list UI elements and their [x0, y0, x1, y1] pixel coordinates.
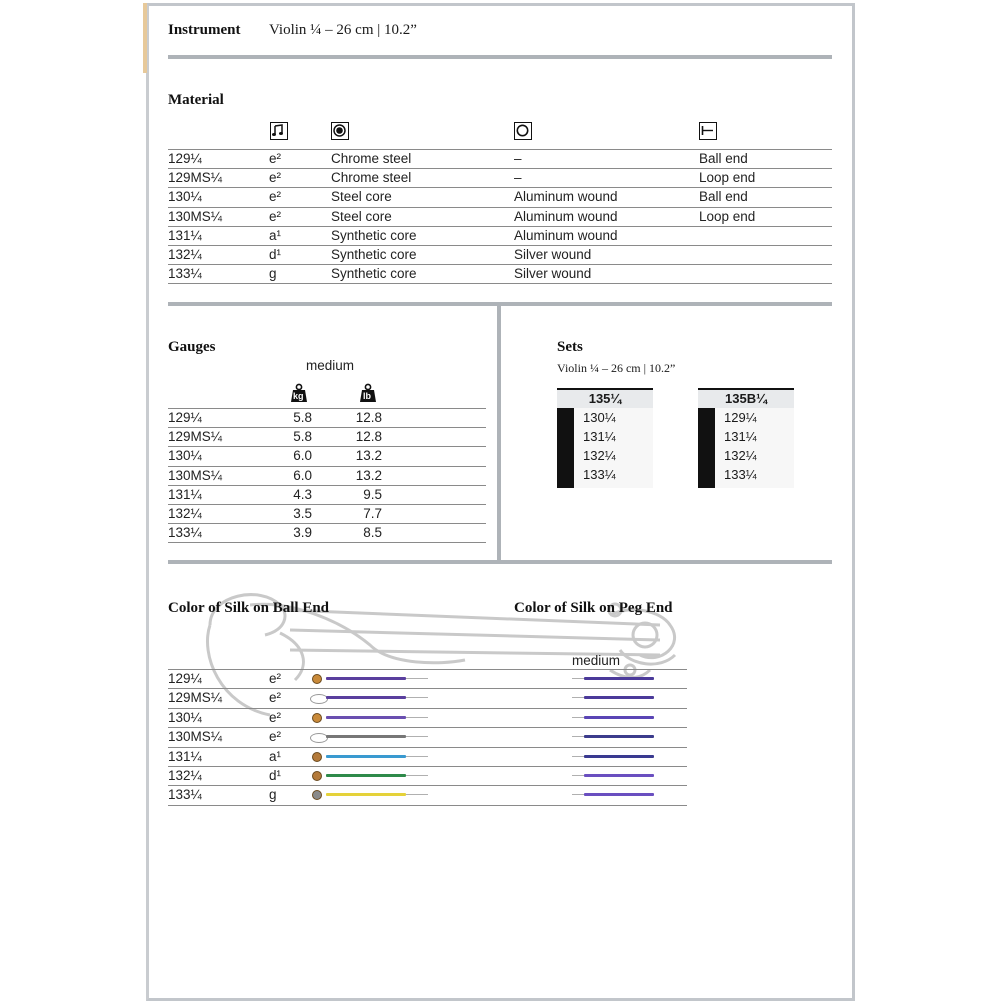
sets-subtitle: Violin ¼ – 26 cm | 10.2” — [557, 361, 676, 375]
gauge-code: 129MS¼ — [168, 429, 223, 445]
row-separator — [168, 727, 687, 728]
instrument-label: Instrument — [168, 22, 241, 38]
material-code: 129¼ — [168, 151, 202, 166]
material-end: Ball end — [699, 151, 748, 166]
lb-unit-label: lb — [363, 391, 371, 401]
gauge-kg: 3.5 — [293, 506, 312, 521]
row-separator — [168, 427, 486, 428]
lb-weight-icon — [359, 383, 377, 403]
divider — [168, 55, 832, 59]
gauge-kg: 6.0 — [293, 448, 312, 464]
material-note: e² — [269, 170, 282, 186]
set-item: 130¼ — [583, 410, 616, 425]
string-wire — [406, 697, 428, 698]
gauge-code: 129¼ — [168, 410, 202, 425]
silk-code: 130¼ — [168, 709, 202, 725]
material-core: Steel core — [331, 208, 392, 224]
ball-end-string — [308, 788, 430, 802]
material-winding: – — [514, 170, 522, 186]
peg-silk — [584, 755, 654, 758]
silk-note: e² — [269, 671, 282, 686]
row-separator — [168, 688, 687, 689]
gauge-code: 130MS¼ — [168, 467, 223, 483]
instrument-value: Violin ¼ – 26 cm | 10.2” — [269, 22, 417, 38]
ball-end — [312, 674, 322, 684]
row-separator — [168, 766, 687, 767]
material-winding: Silver wound — [514, 266, 592, 282]
material-note: a¹ — [269, 227, 282, 243]
kg-unit-label: kg — [293, 391, 304, 401]
peg-end-string — [572, 788, 656, 802]
ball-silk — [326, 793, 406, 796]
ball-end — [312, 713, 322, 723]
gauge-kg: 5.8 — [293, 410, 312, 425]
peg-silk — [584, 716, 654, 719]
peg-end-string — [572, 769, 656, 783]
peg-end-string — [572, 711, 656, 725]
peg-silk — [584, 677, 654, 680]
row-separator — [168, 523, 486, 524]
set-item: 131¼ — [583, 429, 616, 444]
gauge-lb: 9.5 — [363, 486, 382, 502]
winding-icon — [514, 122, 532, 140]
string-wire — [406, 756, 428, 757]
gauge-lb: 12.8 — [355, 429, 382, 445]
peg-silk — [584, 696, 654, 699]
material-code: 132¼ — [168, 247, 202, 262]
row-separator — [168, 446, 486, 447]
set-item: 132¼ — [583, 448, 616, 463]
material-note: d¹ — [269, 247, 282, 262]
silk-note: e² — [269, 690, 282, 706]
set-item: 129¼ — [724, 410, 757, 425]
silk-note: g — [269, 787, 277, 803]
ball-silk — [326, 696, 406, 699]
row-separator — [168, 226, 832, 227]
ball-end-string — [308, 750, 430, 764]
peg-silk — [584, 793, 654, 796]
set-name: 135B¼ — [698, 388, 794, 408]
set-bar — [557, 408, 574, 488]
material-code: 130¼ — [168, 189, 202, 205]
core-icon — [331, 122, 349, 140]
row-separator — [168, 466, 486, 467]
row-separator — [168, 408, 486, 409]
ball-end-string — [308, 730, 430, 744]
ball-end — [312, 752, 322, 762]
row-separator — [168, 168, 832, 169]
material-core: Synthetic core — [331, 247, 417, 262]
row-separator — [168, 485, 486, 486]
ball-silk — [326, 677, 406, 680]
gauge-kg: 6.0 — [293, 467, 312, 483]
material-code: 130MS¼ — [168, 208, 223, 224]
divider — [168, 560, 832, 564]
set-item: 131¼ — [724, 429, 757, 444]
ball-end — [312, 771, 322, 781]
gauge-lb: 12.8 — [355, 410, 382, 425]
peg-end-title: Color of Silk on Peg End — [514, 600, 673, 616]
end-icon — [699, 122, 717, 140]
ball-end-string — [308, 711, 430, 725]
material-note: g — [269, 266, 277, 282]
gauge-lb: 13.2 — [355, 448, 382, 464]
kg-weight-icon — [290, 383, 308, 403]
row-separator — [168, 264, 832, 265]
peg-silk — [584, 735, 654, 738]
row-separator — [168, 669, 687, 670]
gauge-code: 133¼ — [168, 525, 202, 541]
silk-code: 131¼ — [168, 748, 202, 764]
material-note: e² — [269, 208, 282, 224]
silk-code: 129¼ — [168, 671, 202, 686]
ball-silk — [326, 774, 406, 777]
material-winding: Silver wound — [514, 247, 592, 262]
row-separator — [168, 187, 832, 188]
silk-code: 133¼ — [168, 787, 202, 803]
row-separator — [168, 504, 486, 505]
peg-end-string — [572, 730, 656, 744]
material-code: 131¼ — [168, 227, 202, 243]
string-wire — [406, 736, 428, 737]
set-item: 132¼ — [724, 448, 757, 463]
silk-note: a¹ — [269, 748, 282, 764]
gauge-kg: 4.3 — [293, 486, 312, 502]
material-end: Loop end — [699, 170, 756, 186]
set-bar — [698, 408, 715, 488]
gauge-lb: 7.7 — [363, 506, 382, 521]
gauges-subtitle: medium — [306, 358, 355, 373]
material-end: Loop end — [699, 208, 756, 224]
peg-end-string — [572, 691, 656, 705]
material-winding: Aluminum wound — [514, 208, 618, 224]
set-name: 135¼ — [557, 388, 653, 408]
ball-silk — [326, 755, 406, 758]
silk-note: d¹ — [269, 768, 282, 783]
row-separator — [168, 805, 687, 806]
row-separator — [168, 542, 486, 543]
ball-end-title: Color of Silk on Ball End — [168, 600, 330, 616]
string-wire — [406, 678, 428, 679]
set-item: 133¼ — [583, 467, 616, 482]
material-winding: Aluminum wound — [514, 189, 618, 205]
set-body — [698, 408, 794, 488]
gauge-code: 132¼ — [168, 506, 202, 521]
string-wire — [406, 794, 428, 795]
ball-end-string — [308, 769, 430, 783]
ball-silk — [326, 716, 406, 719]
set-card — [557, 388, 653, 488]
gauge-lb: 8.5 — [363, 525, 382, 541]
material-note: e² — [269, 189, 282, 205]
ball-end — [312, 790, 322, 800]
row-separator — [168, 207, 832, 208]
silk-code: 130MS¼ — [168, 729, 223, 745]
row-separator — [168, 785, 687, 786]
silk-note: e² — [269, 729, 282, 745]
silk-code: 129MS¼ — [168, 690, 223, 706]
gauges-title: Gauges — [168, 339, 216, 355]
material-core: Synthetic core — [331, 266, 417, 282]
column-divider — [497, 306, 501, 562]
ball-silk — [326, 735, 406, 738]
set-card — [698, 388, 794, 488]
silk-note: e² — [269, 709, 282, 725]
sets-title: Sets — [557, 339, 583, 355]
string-wire — [406, 775, 428, 776]
material-core: Chrome steel — [331, 151, 412, 166]
gauge-code: 130¼ — [168, 448, 202, 464]
peg-end-subtitle: medium — [572, 653, 621, 668]
material-code: 129MS¼ — [168, 170, 223, 186]
accent-strip — [143, 3, 147, 73]
ball-end-string — [308, 672, 430, 686]
peg-end-string — [572, 672, 656, 686]
silk-code: 132¼ — [168, 768, 202, 783]
gauge-code: 131¼ — [168, 486, 202, 502]
gauge-kg: 5.8 — [293, 429, 312, 445]
material-core: Chrome steel — [331, 170, 412, 186]
gauge-lb: 13.2 — [355, 467, 382, 483]
set-body — [557, 408, 653, 488]
material-winding: Aluminum wound — [514, 227, 618, 243]
row-separator — [168, 245, 832, 246]
material-core: Steel core — [331, 189, 392, 205]
material-code: 133¼ — [168, 266, 202, 282]
set-item: 133¼ — [724, 467, 757, 482]
material-core: Synthetic core — [331, 227, 417, 243]
row-separator — [168, 747, 687, 748]
material-note: e² — [269, 151, 282, 166]
gauge-kg: 3.9 — [293, 525, 312, 541]
material-winding: – — [514, 151, 522, 166]
peg-end-string — [572, 750, 656, 764]
row-separator — [168, 283, 832, 284]
note-icon — [270, 122, 288, 140]
string-wire — [406, 717, 428, 718]
row-separator — [168, 149, 832, 150]
peg-silk — [584, 774, 654, 777]
ball-end-string — [308, 691, 430, 705]
material-end: Ball end — [699, 189, 748, 205]
material-title: Material — [168, 92, 224, 108]
row-separator — [168, 708, 687, 709]
